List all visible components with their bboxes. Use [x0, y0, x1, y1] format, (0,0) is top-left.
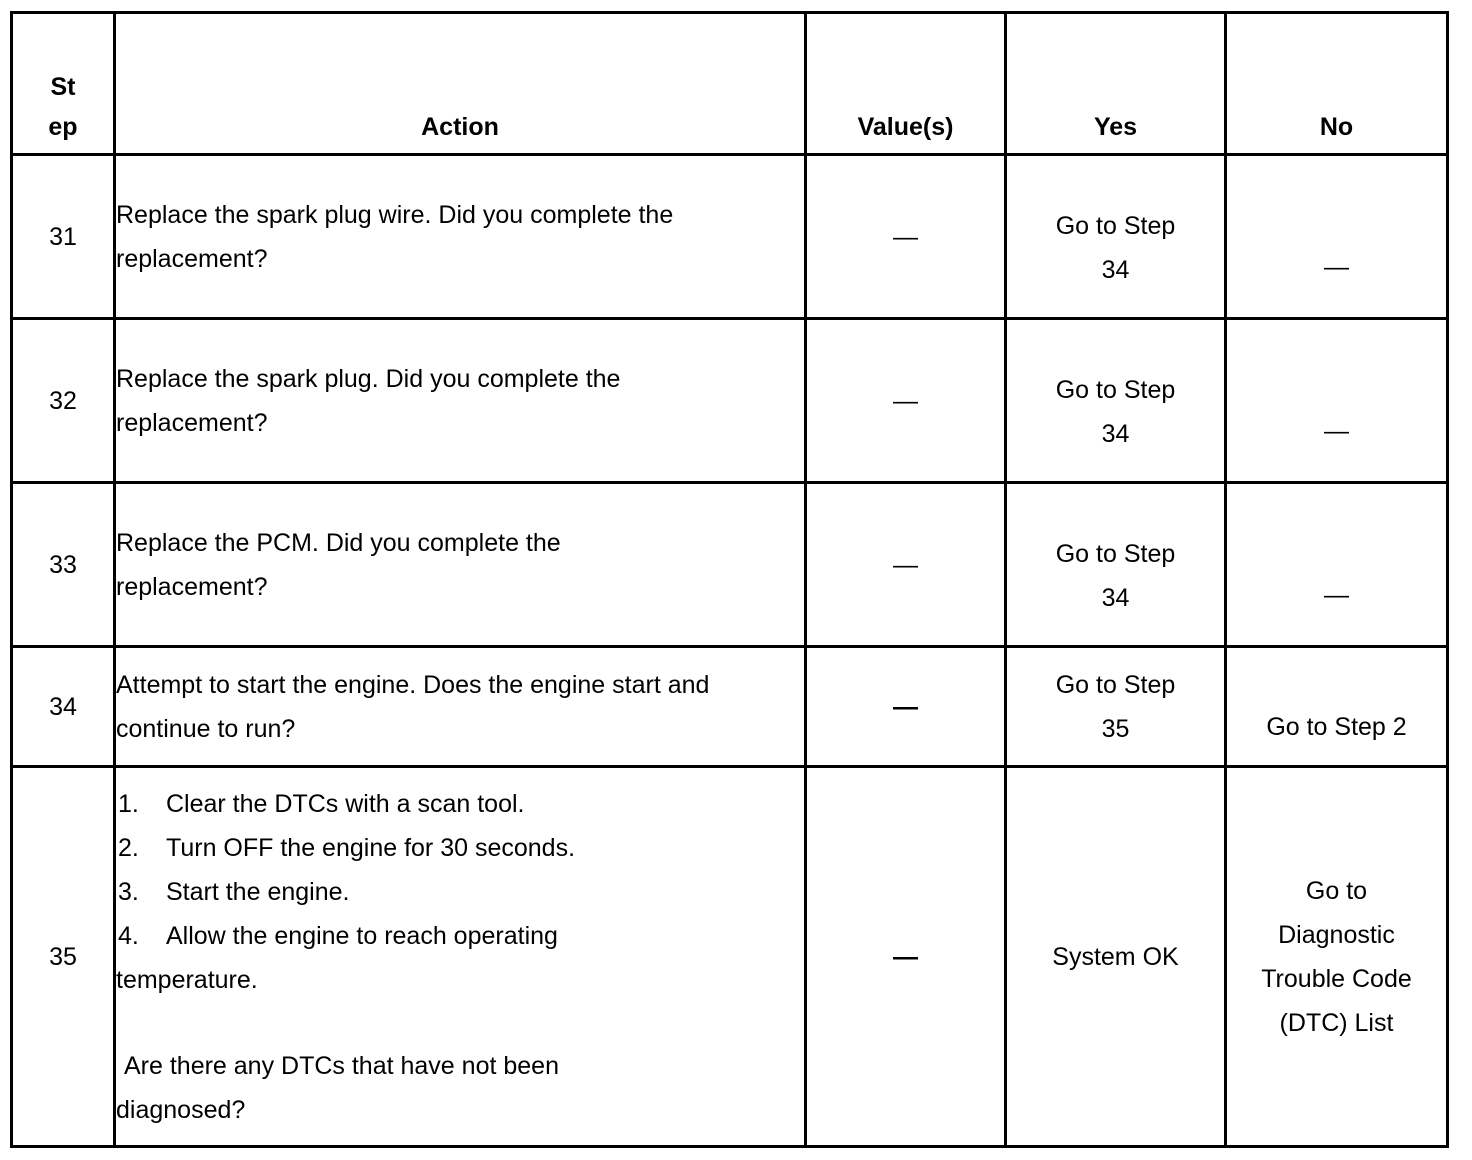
table-row: [12, 647, 1448, 767]
yes-cell: [1006, 483, 1226, 647]
action-cell: [115, 767, 806, 1147]
list-text: Turn OFF the engine for 30 seconds.: [166, 833, 576, 862]
action-text: Replace the spark plug. Did you complete the replacement?: [116, 364, 621, 437]
value-cell: —: [806, 483, 1006, 647]
table-row: [12, 483, 1448, 647]
yes-link[interactable]: Go to Step 34: [1055, 211, 1176, 284]
step-cell: 34: [12, 647, 115, 767]
list-number: 3.: [118, 877, 139, 906]
action-cell: [115, 647, 806, 767]
yes-cell: [1006, 155, 1226, 319]
yes-link[interactable]: Go to Step 34: [1055, 375, 1176, 448]
yes-cell: [1006, 319, 1226, 483]
list-text: Start the engine.: [166, 877, 350, 906]
list-item: [116, 826, 804, 870]
no-text: —: [1324, 580, 1349, 609]
no-cell: [1226, 155, 1448, 319]
list-item: [116, 782, 804, 826]
no-text: —: [1324, 416, 1349, 445]
action-text: Attempt to start the engine. Does the engine start and continue to run?: [116, 670, 710, 743]
value-cell: —: [806, 155, 1006, 319]
step-cell: 33: [12, 483, 115, 647]
no-link[interactable]: Go to Step 2: [1266, 712, 1407, 741]
header-values: Value(s): [806, 13, 1006, 155]
action-cell: [115, 483, 806, 647]
no-link[interactable]: Go to Diagnostic Trouble Code (DTC) List: [1261, 876, 1412, 1037]
list-text: Allow the engine to reach operating temperature.: [116, 921, 558, 994]
value-cell: —: [806, 767, 1006, 1147]
step-cell: 35: [12, 767, 115, 1147]
no-cell: [1226, 319, 1448, 483]
table-row: [12, 155, 1448, 319]
header-no: No: [1226, 13, 1448, 155]
value-cell: —: [806, 647, 1006, 767]
diagnostic-table-container: [10, 11, 1449, 1148]
header-yes: Yes: [1006, 13, 1226, 155]
header-step-label: St ep: [48, 73, 78, 141]
no-cell: [1226, 483, 1448, 647]
value-cell: —: [806, 319, 1006, 483]
action-text: Replace the PCM. Did you complete the replacement?: [116, 528, 561, 601]
list-text: Clear the DTCs with a scan tool.: [166, 789, 525, 818]
yes-cell: [1006, 647, 1226, 767]
step-cell: 31: [12, 155, 115, 319]
list-item: [116, 914, 636, 1002]
action-cell: [115, 319, 806, 483]
no-cell: [1226, 767, 1448, 1147]
header-action: Action: [115, 13, 806, 155]
no-text: —: [1324, 252, 1349, 281]
yes-cell: [1006, 767, 1226, 1147]
step-cell: 32: [12, 319, 115, 483]
action-text: Replace the spark plug wire. Did you complete the replacement?: [116, 200, 674, 273]
diagnostic-table: [10, 11, 1449, 1148]
table-row: [12, 319, 1448, 483]
list-item: [116, 870, 804, 914]
question-label: Are there any DTCs that have not been diagnosed?: [116, 1051, 559, 1124]
procedure-list: [116, 782, 804, 1002]
table-row: [12, 767, 1448, 1147]
list-number: 2.: [118, 833, 139, 862]
question-text: [116, 1044, 636, 1132]
list-number: 1.: [118, 789, 139, 818]
yes-link[interactable]: Go to Step 35: [1055, 670, 1176, 743]
yes-link[interactable]: Go to Step 34: [1055, 539, 1176, 612]
header-row: [12, 13, 1448, 155]
no-cell: [1226, 647, 1448, 767]
yes-text: System OK: [1052, 942, 1179, 971]
action-cell: [115, 155, 806, 319]
header-step: [12, 13, 115, 155]
list-number: 4.: [118, 921, 139, 950]
